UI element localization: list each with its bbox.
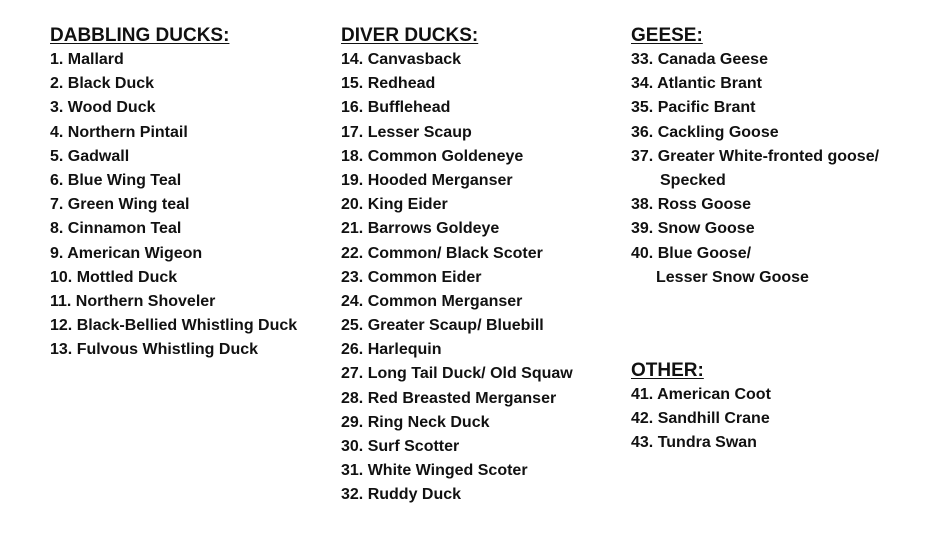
list-item: 9. American Wigeon [50, 244, 203, 262]
geese-heading: GEESE: [631, 25, 703, 46]
dabbling-ducks-heading: DABBLING DUCKS: [50, 25, 230, 46]
list-item: 2. Black Duck [50, 75, 155, 93]
list-item: 30. Surf Scotter [341, 438, 460, 455]
diver-ducks-section [341, 24, 621, 508]
list-item-continuation: Lesser Snow Goose [656, 268, 809, 286]
list-item: 19. Hooded Merganser [341, 171, 513, 189]
other-heading: OTHER: [631, 360, 704, 381]
list-item: 14. Canvasback [341, 51, 462, 68]
list-item: 11. Northern Shoveler [50, 292, 216, 310]
list-item: 20. King Eider [341, 196, 448, 214]
list-item: 18. Common Goldeneye [341, 147, 524, 165]
list-item: 36. Cackling Goose [631, 123, 779, 141]
list-item: 8. Cinnamon Teal [50, 220, 182, 238]
list-item: 25. Greater Scaup/ Bluebill [341, 317, 544, 335]
list-item: 24. Common Merganser [341, 292, 523, 310]
list-item: 33. Canada Geese [631, 51, 768, 68]
list-item-continuation: Specked [660, 171, 726, 189]
list-item: 3. Wood Duck [50, 99, 156, 117]
list-item: 17. Lesser Scaup [341, 123, 472, 141]
list-item: 27. Long Tail Duck/ Old Squaw [341, 365, 573, 383]
list-item: 15. Redhead [341, 75, 436, 93]
dabbling-ducks-section [50, 24, 330, 362]
list-item: 34. Atlantic Brant [631, 75, 762, 93]
list-item: 21. Barrows Goldeye [341, 220, 500, 238]
list-item: 31. White Winged Scoter [341, 462, 528, 480]
list-item: 6. Blue Wing Teal [50, 171, 182, 189]
list-item: 35. Pacific Brant [631, 99, 756, 117]
list-item: 40. Blue Goose/ [631, 244, 752, 262]
list-item: 41. American Coot [631, 386, 771, 403]
list-item: 12. Black-Bellied Whistling Duck [50, 317, 298, 335]
list-item: 13. Fulvous Whistling Duck [50, 341, 259, 359]
list-item: 32. Ruddy Duck [341, 486, 462, 504]
list-item: 22. Common/ Black Scoter [341, 244, 543, 262]
list-item: 28. Red Breasted Merganser [341, 389, 557, 407]
list-item: 43. Tundra Swan [631, 434, 757, 452]
list-item: 29. Ring Neck Duck [341, 413, 490, 431]
list-item: 5. Gadwall [50, 147, 130, 165]
list-item: 37. Greater White-fronted goose/ [631, 147, 880, 165]
list-item: 1. Mallard [50, 51, 124, 68]
diver-ducks-heading: DIVER DUCKS: [341, 25, 479, 46]
list-item: 39. Snow Goose [631, 220, 755, 238]
list-item: 42. Sandhill Crane [631, 410, 770, 428]
other-section [631, 359, 931, 456]
list-item: 7. Green Wing teal [50, 196, 190, 214]
list-item: 10. Mottled Duck [50, 268, 178, 286]
list-item: 23. Common Eider [341, 268, 482, 286]
list-item: 16. Bufflehead [341, 99, 451, 117]
list-item: 38. Ross Goose [631, 196, 752, 214]
geese-section [631, 24, 931, 290]
list-item: 4. Northern Pintail [50, 123, 188, 141]
list-item: 26. Harlequin [341, 341, 442, 359]
